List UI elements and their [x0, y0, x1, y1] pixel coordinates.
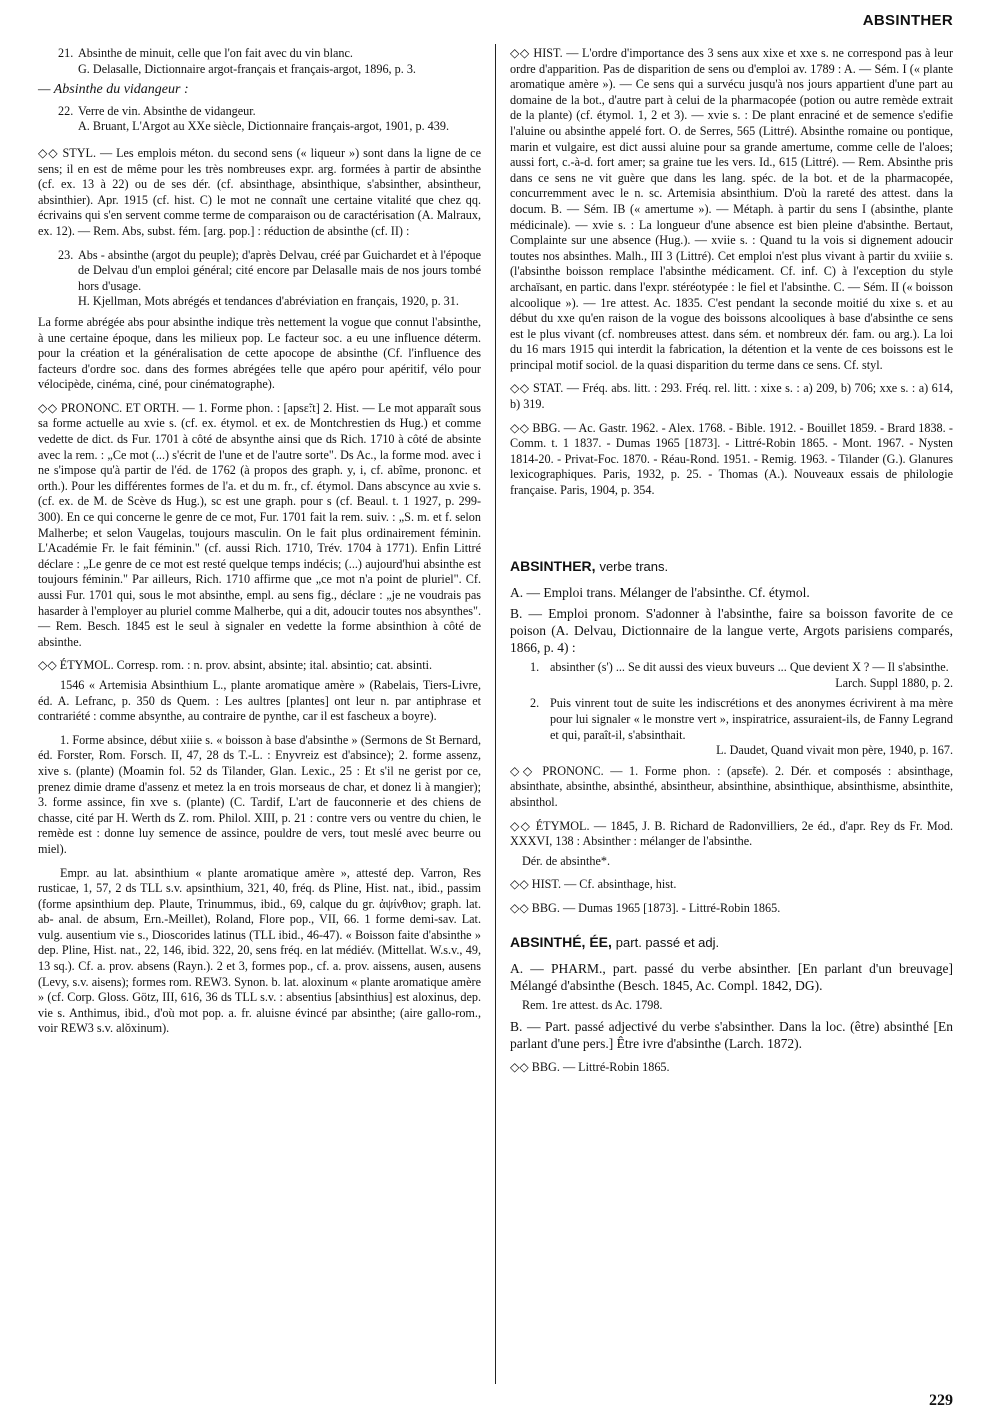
sub-heading: — Absinthe du vidangeur : [38, 82, 189, 98]
example-text: Verre de vin. Absinthe de vidangeur. [78, 103, 256, 118]
remark: Rem. 1re attest. ds Ac. 1798. [522, 998, 663, 1013]
example-source: G. Delasalle, Dictionnaire argot-français et français-argot, 1896, p. 3. [78, 61, 416, 76]
etymol-forms: 1. Forme absince, début xiiie s. « boisson à base d'absinthe » (Sermons de St Bernard, éd. Forster, Rom. Forsch. II, 47, 28 ds T.-L. : Enyvreiz est d'absince); 2. forme assenz, xive s. (plante) (Moamin fol. 52 ds Tilander, Glan. Lexic., 25 : Et s'il ne gerist por ce, prenez dimie drame d'assenz et metez la en trois morseaus de char, et donez li à mangier); 3. forme assince, fin xve s. (plante) (C. Tardif, L'art de fauconnerie et des chiens de chasse, cité par H. Werth ds Z. rom. Philol. XIII, p. 21 : contre vers ou ventre du chien, le remède est : donne luy semence de assince, pouldre de vers, tout meslé avec beurre ou miel). [38, 732, 481, 856]
example-number: 23. [58, 247, 74, 262]
example-21 [58, 46, 481, 77]
hist-section: ◇◇ HIST. — L'ordre d'importance des 3 sens aux xixe et xxe s. ne correspond pas à leur ordre d'apparition. Pas de disparition de sens ou d'emploi av. 1789 : A. — Sém. I (« plante aromatique amère »). — Ce sens qui a survécu jusqu'à nos jours appartient d'une part au domaine de la bot., d'autre part à celui de la pharmacopée (potion ou autre remède extrait de la plante) (cf. étymol. 1, 2 et 3). — xvie s. : De plant enraciné et de semence s'edifie l'aluine ou absinthe appelé fort. O. de Serres, 565 (Littré). Absinthe romaine ou pontique, marin et vulgaire, est dict aussi aluine pour sa grande amertume, comme celle de l'aloes; aussi fort, c.-à-d. fort amer; sa graine tue les vers. Id., 615 (Littré). — Rem. Absinthe pris dans ce sens ne vit guère que dans les lang. spéc. de la bot. et de la pharmacopée, concurremment avec le n. sc. Artemisia absinthium. D'où la rareté des attest. dans la docum. B. — Sém. IB (« amertume »). — Métaph. à partir du sens I (absinthe, plante médicinale). — xvie s. : La longueur d'une absence est bien pleine d'absinthe. Bertaut, Complainte sur une absence (Hug.). — xviie s. : Quand tu la vois si dignement adoucir toutes nos absinthes. Malh., III 3 (Littré). Cet emploi n'est plus vivant à partir du xviiie s. (l'absinthe boisson remplace l'absinthe médicament. Cf. inf. C) à l'exception du style archaïsant, en partic. dans l'expr. stéréotypée : le fiel et l'absinthe. C. — Sém. II (« boisson alcoolique »). — 1re attest. Ac. 1835. C'est pendant la seconde moitié du xixe s. et au début du xxe qu'en raison de la vogue des boissons alcooliques à base d'absinthe ce sens est le plus vivant (cf. nombreuses attest. dans sém. et nombreux dér. fam. ou arg.). La loi du 16 mars 1915 qui interdit la fabrication, la détention et la vente de ces boissons est le principal motif sociol. de la quasi disparition du terme dans ce sens. Cf. styl. [510, 46, 953, 372]
absinther-derivation: Dér. de absinthe*. [522, 853, 610, 868]
absinther-etymol: ◇◇ ÉTYMOL. — 1845, J. B. Richard de Radonvilliers, 2e éd., d'apr. Rey ds Fr. Mod. XXXVI, 138 : Absinther : mélanger de l'absinthe. [510, 818, 953, 849]
example-2 [530, 696, 953, 758]
example-text: Abs - absinthe (argot du peuple); d'après Delvau, créé par Guichardet et à l'époque de Delvau d'un emploi général; cité encore par Delasalle mais de nos jours tombé hors d'usage. [78, 247, 481, 293]
etymol-1546: 1546 « Artemisia Absinthium L., plante aromatique amère » (Rabelais, Tiers-Livre, éd. A. Lefranc, p. 350 ds Quem. : Les aultres [plantes] ont leur n. par antiphrase et contrariété : comme absynthe, au contraire de pynthe, car il est fascheux a boyre). [38, 677, 481, 724]
left-column [38, 46, 481, 1045]
example-23 [58, 247, 481, 310]
example-number: 21. [58, 46, 74, 60]
absinther-bbg: ◇◇ BBG. — Dumas 1965 [1873]. - Littré-Robin 1865. [510, 900, 781, 915]
abs-paragraph: La forme abrégée abs pour absinthe indique très nettement la vogue que connut l'absinthe, à une certaine époque, dans les milieux pop. Le facteur soc. a eu une influence déterm. pour la création et la généralisation de cette apocope de absinthe (Cf. l'influence des facteurs d'ordre soc. dans des formes abrégées telle que apéro pour apéritif, vélo pour vélocipède, cinéma, ciné, pour cinématographe). [38, 314, 481, 392]
sense-b: B. — Part. passé adjectivé du verbe s'absinther. Dans la loc. (être) absinthé [En parlant d'une pers.] Être ivre d'absinthe (Larch. 1872). [510, 1018, 953, 1051]
example-text: Absinthe de minuit, celle que l'on fait avec du vin blanc. [78, 46, 353, 60]
sense-a: A. — Emploi trans. Mélanger de l'absinthe. Cf. étymol. [510, 585, 810, 601]
absinther-hist: ◇◇ HIST. — Cf. absinthage, hist. [510, 877, 677, 892]
absinther-prononc: ◇◇ PRONONC. — 1. Forme phon. : (apsɛ̃te). 2. Dér. et composés : absinthage, absinthate, absinthe, absinthé, absintheur, absinthine, absinthique, absinthisme, absinthite, absinthol. [510, 763, 953, 809]
example-1 [530, 660, 953, 691]
example-source: H. Kjellman, Mots abrégés et tendances d'abréviation en français, 1920, p. 31. [78, 294, 459, 309]
styl-section: ◇◇ STYL. — Les emplois méton. du second sens (« liqueur ») sont dans la ligne de ce sens; il en est de même pour les très nombreuses expr. arg. formées à partir de absinthe (cf. ex. 13 à 22) ou de ses dér. (cf. absinthage, absinthique, s'absinther, absintheur, absinthier). Apr. 1915 (cf. hist. C) le mot ne connaît une certaine vitalité que chez qq. écrivains qui s'en servent comme terme de comparaison ou de caractérisation (A. Malraux, ex. 12). — Rem. Abs, subst. fém. [arg. pop.] : réduction de absinthe (cf. II) : [38, 145, 481, 238]
example-source: Larch. Suppl 1880, p. 2. [835, 675, 953, 690]
etymol-latin: Empr. au lat. absinthium « plante aromatique amère », attesté dep. Varron, Res rusticae, 1, 57, 2 ds TLL s.v. apsinthium, 321, 40, fréq. ds Pline, Hist. nat., ibid., passim (forme apsinthium dep. Plaute, Trinummus, ibid., 69, calque du gr. ἀψίνθιον; graph. lat. ab- anal. de absum, Ern.-Meillet), Roland, Flore pop., VII, 66. 1 forme demi-sav. Lat. vulg. ausentium vie s., Dioscorides latinus (TLL ibid., 46-47). « Boisson faite d'absinthe » dep. Pline, Hist. nat., 22, 146, ibid. 322, 20, sens fréq. en lat médiév. (Mittellat. W.s.v., 49, 13 sq.). Cf. a. prov. absens (Rayn.). 2 et 3, formes pop., cf. a. prov. aissens, ausen, ausens (Levy, s.v. aisens); formes rom. REW3. Synon. b. lat. aloxinum « plante aromatique amère » (cf. Corp. Gloss. Götz, III, 616, 36 ds TLL s.v. : absentius [absinthius] est aloxinus, dep. vie s. Anthimus, ibid., d'où mot pop. a. fr. aluisne évincé par absinthe; (aire gallo-rom., voir REW3 s.v. alŏxinum). [38, 865, 481, 1036]
etymol-section: ◇◇ ÉTYMOL. Corresp. rom. : n. prov. absint, absinte; ital. absintio; cat. absinti. [38, 658, 433, 673]
example-number: 1. [530, 660, 540, 675]
page-number: 229 [929, 1392, 953, 1409]
sense-a: A. — PHARM., part. passé du verbe absinther. [En parlant d'un breuvage] Mélangé d'absinthe (Besch. 1845, Ac. Compl. 1842, DG). [510, 961, 953, 994]
example-source: A. Bruant, L'Argot au XXe siècle, Dictionnaire français-argot, 1901, p. 439. [78, 119, 449, 134]
running-head: ABSINTHER [862, 12, 953, 29]
headword: ABSINTHÉ, ÉE, [510, 933, 612, 950]
example-number: 2. [530, 696, 540, 711]
absinthe-ee-bbg: ◇◇ BBG. — Littré-Robin 1865. [510, 1059, 670, 1074]
bbg-section: ◇◇ BBG. — Ac. Gastr. 1962. - Alex. 1768. - Bible. 1912. - Bouillet 1859. - Brard 1838. - Comm. t. 1 1837. - Dumas 1965 [1873]. - Littré-Robin 1865. - Mont. 1967. - Nysten 1814-20. - Privat-Foc. 1870. - Réau-Rond. 1951. - Remig. 1963. - Tilander (G.). Glanures lexicographiques. Paris, 1932, p. 25. - Thomas (A.). Nouveaux essais de philologie française. Paris, 1904, p. 354. [510, 420, 953, 498]
right-column [510, 46, 953, 1083]
entry-heading-absinthe-ee [510, 935, 953, 951]
grammatical-category: verbe trans. [599, 558, 669, 574]
grammatical-category: part. passé et adj. [615, 934, 720, 950]
entry-heading-absinther [510, 559, 953, 575]
prononc-section: ◇◇ PRONONC. ET ORTH. — 1. Forme phon. : [apsɛ̃:t] 2. Hist. — Le mot apparaît sous sa forme actuelle au xvie s. (cf. ex. étymol. et ex. de Montchrestien ds Hug.) et comme vedette de dict. ds Fur. 1701 à côté de absynthe ainsi que ds Rich. 1710 à côté de absinte avec la rem. : „Ce mot (...) s'écrit de l'une et de l'autre sorte". Ds Ac., la forme mod. avec i ne s'impose qu'à partir de l'éd. de 1762 (à propos des graph. y, i, cf. abîme, prononc. et orth.). Pour les différentes formes de l'a. et du m. fr., cf. étymol. Dans abscynce au xvie s. (cf. ex. de M. de Scève ds Hug.), sc est une graph. pour s (cf. Beaul. t. 1 1927, p. 299-300). En ce qui concerne le genre de ce mot, Fur. 1701 fait la rem. suiv. : „S. m. et f. selon Malherbe; et selon Vaugelas, toujours masculin. On le fait plus ordinairement féminin. L'Académie Fr. le fait féminin." (cf. aussi Rich. 1710, Trév. 1704 à 1771). Enfin Littré déclare : „Le genre de ce mot est resté quelque temps indécis; (...) aujourd'hui absinthe est toujours féminin." Par ailleurs, Rich. 1710 affirme que „ce mot n'a point de pluriel". Cf. aussi Fur. 1701 qui, sous le mot absinthe, empl. au sens fig., déclare : „je ne voudrais pas hasarder à l'employer au pluriel comme Malherbe, qui a dit, adoucir toutes nos absynthes". — Rem. Besch. 1845 est le seul à signaler en vedette la forme absinthion à côté de absinthe. [38, 400, 481, 649]
example-source: L. Daudet, Quand vivait mon père, 1940, p. 167. [716, 743, 953, 758]
stat-section: ◇◇ STAT. — Fréq. abs. litt. : 293. Fréq. rel. litt. : xixe s. : a) 209, b) 706; xxe s. : a) 614, b) 319. [510, 381, 953, 412]
example-text: Puis vinrent tout de suite les indiscrétions et des anonymes écrivirent à ma mère pour lui signaler « le monstre vert », inspiratrice, assuraient-ils, de Fanny Legrand et qui, paraît-il, s'absinthait. [550, 696, 953, 742]
headword: ABSINTHER, [510, 557, 596, 574]
sense-b: B. — Emploi pronom. S'adonner à l'absinthe, faire sa boisson favorite de ce poison (A. Delvau, Dictionnaire de la langue verte, Argots parisiens comparés, 1866, p. 4) : [510, 606, 953, 656]
column-divider [495, 44, 496, 1384]
example-text: absinther (s') ... Se dit aussi des vieux buveurs ... Que devient X ? — Il s'absinthe. [550, 660, 949, 675]
example-22 [58, 103, 481, 135]
example-number: 22. [58, 103, 74, 118]
